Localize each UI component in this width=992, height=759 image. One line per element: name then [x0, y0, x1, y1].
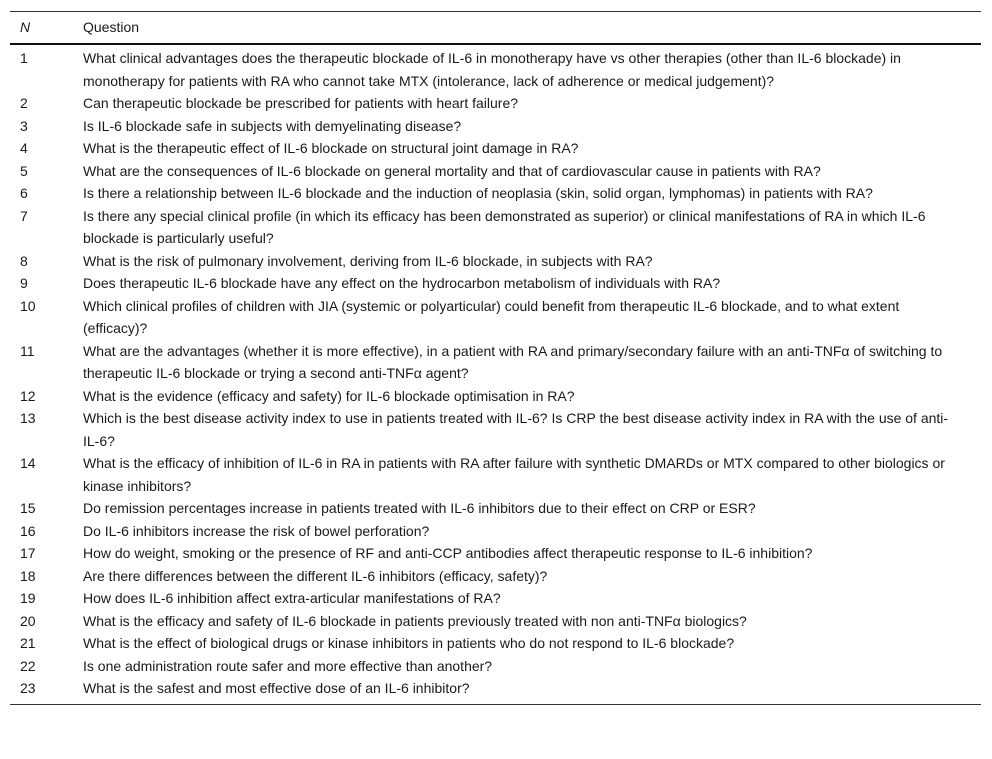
- row-number: 20: [20, 612, 36, 629]
- table-row: [10, 295, 981, 340]
- row-number: 3: [20, 117, 28, 134]
- table-row: [10, 677, 981, 704]
- table-header-row: [10, 12, 981, 45]
- table-row: [10, 565, 981, 588]
- row-number: 14: [20, 455, 36, 471]
- row-question: How does IL-6 inhibition affect extra-articular manifestations of RA?: [83, 590, 501, 606]
- row-question: Can therapeutic blockade be prescribed for patients with heart failure?: [83, 95, 519, 111]
- table-row: [10, 655, 981, 678]
- row-number: 11: [20, 342, 35, 359]
- row-number: 2: [20, 95, 28, 111]
- row-number: 4: [20, 140, 28, 156]
- header-question: Question: [83, 12, 981, 45]
- row-number: 17: [20, 545, 36, 561]
- row-number: 22: [20, 657, 36, 674]
- table-row: [10, 385, 981, 408]
- row-question: What are the advantages (whether it is more effective), in a patient with RA and primary/secondary failure with an anti-TNFα of switching to therapeutic IL-6 blockade or trying a second anti-TNFα agent?: [83, 342, 943, 381]
- table-row: [10, 272, 981, 295]
- header-n: N: [10, 12, 83, 45]
- table-row: [10, 205, 981, 250]
- row-question: Do remission percentages increase in patients treated with IL-6 inhibitors due to their effect on CRP or ESR?: [83, 500, 756, 516]
- row-number: 21: [20, 635, 36, 651]
- row-number: 9: [20, 275, 28, 291]
- table-row: [10, 92, 981, 115]
- row-question: Are there differences between the different IL-6 inhibitors (efficacy, safety)?: [83, 567, 548, 584]
- table-row: [10, 160, 981, 183]
- row-question: What is the efficacy and safety of IL-6 blockade in patients previously treated with non anti-TNFα biologics?: [83, 612, 747, 629]
- row-question: What is the therapeutic effect of IL-6 blockade on structural joint damage in RA?: [83, 140, 579, 156]
- row-question: What is the safest and most effective dose of an IL-6 inhibitor?: [83, 680, 470, 696]
- row-number: 10: [20, 297, 36, 314]
- table-row: [10, 115, 981, 138]
- table-row: [10, 520, 981, 543]
- row-question: What is the risk of pulmonary involvement, deriving from IL-6 blockade, in subjects with RA?: [83, 252, 653, 269]
- row-number: 15: [20, 500, 36, 516]
- table-row: [10, 340, 981, 385]
- table-row: [10, 407, 981, 452]
- row-number: 6: [20, 185, 28, 201]
- row-question: Do IL-6 inhibitors increase the risk of bowel perforation?: [83, 522, 430, 539]
- table-row: [10, 610, 981, 633]
- row-question: Which is the best disease activity index to use in patients treated with IL-6? Is CRP the best disease activity index in RA with the use of anti-IL-6?: [83, 410, 949, 449]
- row-number: 16: [20, 522, 36, 539]
- row-question: What is the evidence (efficacy and safety) for IL-6 blockade optimisation in RA?: [83, 387, 575, 404]
- row-number: 8: [20, 252, 28, 269]
- row-question: What is the effect of biological drugs or kinase inhibitors in patients who do not respond to IL-6 blockade?: [83, 635, 735, 651]
- table-row: [10, 587, 981, 610]
- table-row: [10, 182, 981, 205]
- row-question: Is there a relationship between IL-6 blockade and the induction of neoplasia (skin, solid organ, lymphomas) in patients with RA?: [83, 185, 873, 201]
- table-body: [10, 44, 981, 704]
- row-number: 12: [20, 387, 36, 404]
- table-row: [10, 542, 981, 565]
- table-row: [10, 497, 981, 520]
- table-row: [10, 137, 981, 160]
- row-number: 18: [20, 567, 36, 584]
- row-number: 1: [20, 50, 28, 66]
- row-number: 7: [20, 207, 28, 224]
- row-question: Which clinical profiles of children with JIA (systemic or polyarticular) could benefit from therapeutic IL-6 blockade, and to what extent (efficacy)?: [83, 297, 900, 336]
- table-row: [10, 452, 981, 497]
- table-row: [10, 44, 981, 92]
- row-number: 5: [20, 162, 28, 179]
- row-question: How do weight, smoking or the presence of RF and anti-CCP antibodies affect therapeutic response to IL-6 inhibition?: [83, 545, 813, 561]
- questions-table: [10, 11, 981, 705]
- row-number: 23: [20, 680, 36, 696]
- row-number: 19: [20, 590, 36, 606]
- table-row: [10, 632, 981, 655]
- row-question: Does therapeutic IL-6 blockade have any effect on the hydrocarbon metabolism of individuals with RA?: [83, 275, 721, 291]
- row-question: Is one administration route safer and more effective than another?: [83, 657, 493, 674]
- row-question: What is the efficacy of inhibition of IL-6 in RA in patients with RA after failure with synthetic DMARDs or MTX compared to other biologics or kinase inhibitors?: [83, 455, 945, 494]
- row-question: What clinical advantages does the therapeutic blockade of IL-6 in monotherapy have vs other therapies (other than IL-6 blockade) in monotherapy for patients with RA who cannot take MTX (intolerance, lack of adherence or medical judgement)?: [83, 50, 901, 89]
- row-number: 13: [20, 410, 36, 426]
- row-question: Is IL-6 blockade safe in subjects with demyelinating disease?: [83, 117, 462, 134]
- row-question: What are the consequences of IL-6 blockade on general mortality and that of cardiovascular cause in patients with RA?: [83, 162, 821, 179]
- table-row: [10, 250, 981, 273]
- row-question: Is there any special clinical profile (in which its efficacy has been demonstrated as superior) or clinical manifestations of RA in which IL-6 blockade is particularly useful?: [83, 207, 926, 246]
